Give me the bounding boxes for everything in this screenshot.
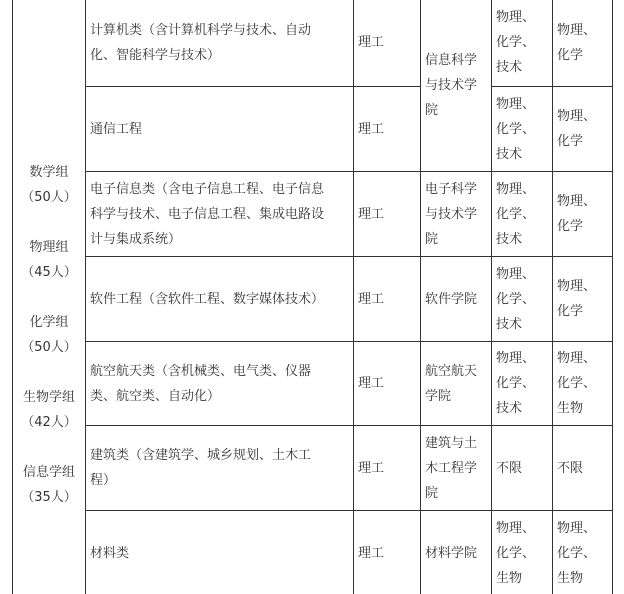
subject-text: 化学、 xyxy=(557,546,597,561)
subject-text: 化学、 xyxy=(496,291,536,307)
major-text: 计算机类（含计算机科学与技术、自动 xyxy=(90,22,312,38)
subject-text: 物理、 xyxy=(496,351,536,366)
category-cell: 理工 xyxy=(354,426,421,511)
subject-text: 物理、 xyxy=(557,279,597,294)
subject-text: 化学、 xyxy=(557,376,597,391)
college-text: 院 xyxy=(425,485,439,501)
subjects-cell xyxy=(492,87,553,172)
subject-text: 化学、 xyxy=(496,121,536,137)
college-text: 木工程学 xyxy=(425,460,478,476)
group-name: 生物学组 xyxy=(22,389,75,405)
required-subjects-cell xyxy=(553,511,613,594)
table-row xyxy=(13,342,613,426)
category-cell: 理工 xyxy=(354,257,421,342)
major-cell xyxy=(86,87,354,172)
table-row xyxy=(13,257,613,342)
major-text: 软件工程（含软件工程、数字媒体技术） xyxy=(90,291,325,307)
group-count: （42人） xyxy=(21,414,77,430)
category-cell: 理工 xyxy=(354,342,421,426)
group-name: 物理组 xyxy=(29,239,69,255)
subjects-cell xyxy=(492,257,553,342)
table-row xyxy=(13,426,613,511)
table-row xyxy=(13,511,613,594)
subject-text: 化学、 xyxy=(496,376,536,391)
major-cell xyxy=(86,172,354,257)
subject-text: 技术 xyxy=(496,60,523,75)
college-cell xyxy=(421,426,492,511)
subject-text: 技术 xyxy=(496,316,523,332)
college-text: 信息科学 xyxy=(425,52,478,68)
major-text: 科学与技术、电子信息工程、集成电路设 xyxy=(90,206,325,222)
subject-text: 化学、 xyxy=(496,206,536,222)
subject-text: 物理、 xyxy=(496,96,536,112)
admission-table xyxy=(12,0,613,594)
category-cell: 理工 xyxy=(354,172,421,257)
subject-text: 不限 xyxy=(496,460,523,476)
subject-text: 物理、 xyxy=(557,351,597,366)
major-text: 建筑类（含建筑学、城乡规划、土木工 xyxy=(90,448,312,463)
college-cell xyxy=(421,257,492,342)
subject-text: 化学、 xyxy=(496,35,536,50)
subject-text: 物理、 xyxy=(496,10,536,25)
subject-text: 生物 xyxy=(496,571,523,586)
subject-text: 化学、 xyxy=(496,546,536,561)
subject-text: 化学 xyxy=(557,47,584,63)
required-subjects-cell xyxy=(553,0,613,87)
required-subjects-cell xyxy=(553,257,613,342)
college-cell xyxy=(421,0,492,172)
subject-text: 不限 xyxy=(557,460,584,476)
group-count: （35人） xyxy=(21,489,77,505)
subject-text: 化学 xyxy=(557,304,584,319)
subject-text: 物理、 xyxy=(557,194,597,209)
subjects-cell xyxy=(492,342,553,426)
group-name: 数学组 xyxy=(29,164,69,180)
subject-text: 生物 xyxy=(557,401,584,416)
major-text: 程） xyxy=(90,473,117,488)
category-cell: 理工 xyxy=(354,0,421,87)
group-quota-cell xyxy=(13,0,86,594)
required-subjects-cell xyxy=(553,342,613,426)
major-text: 航空航天类（含机械类、电气类、仪器 xyxy=(90,363,312,379)
subject-text: 物理、 xyxy=(557,521,597,536)
subject-text: 化学 xyxy=(557,219,584,234)
major-cell xyxy=(86,511,354,594)
major-text: 材料类 xyxy=(90,546,130,561)
required-subjects-cell xyxy=(553,87,613,172)
table-row xyxy=(13,0,613,87)
table-row xyxy=(13,172,613,257)
subjects-cell xyxy=(492,511,553,594)
required-subjects-cell xyxy=(553,426,613,511)
group-count: （45人） xyxy=(21,264,77,280)
major-text: 电子信息类（含电子信息工程、电子信息 xyxy=(90,181,325,197)
group-count: （50人） xyxy=(21,189,77,205)
subject-text: 物理、 xyxy=(557,22,597,38)
subject-text: 技术 xyxy=(496,401,523,416)
college-text: 材料学院 xyxy=(425,546,478,561)
table-row xyxy=(13,87,613,172)
subject-text: 物理、 xyxy=(496,266,536,282)
major-cell xyxy=(86,0,354,87)
college-text: 学院 xyxy=(425,388,452,404)
subject-text: 生物 xyxy=(557,571,584,586)
college-text: 院 xyxy=(425,102,439,118)
group-name: 化学组 xyxy=(29,314,69,330)
college-text: 院 xyxy=(425,231,439,247)
subject-text: 化学 xyxy=(557,134,584,149)
subject-text: 物理、 xyxy=(496,521,536,536)
major-text: 通信工程 xyxy=(90,121,143,137)
subjects-cell xyxy=(492,426,553,511)
college-cell xyxy=(421,172,492,257)
category-cell: 理工 xyxy=(354,511,421,594)
subject-text: 技术 xyxy=(496,231,523,247)
college-text: 与技术学 xyxy=(425,206,478,222)
subject-text: 物理、 xyxy=(496,181,536,197)
group-name: 信息学组 xyxy=(22,464,75,480)
subject-text: 物理、 xyxy=(557,109,597,124)
major-cell xyxy=(86,342,354,426)
major-text: 类、航空类、自动化） xyxy=(90,388,221,404)
major-text: 计与集成系统） xyxy=(90,231,182,247)
subject-text: 技术 xyxy=(496,146,523,162)
major-cell xyxy=(86,426,354,511)
required-subjects-cell xyxy=(553,172,613,257)
college-cell xyxy=(421,511,492,594)
subjects-cell xyxy=(492,172,553,257)
college-cell xyxy=(421,342,492,426)
college-text: 与技术学 xyxy=(425,77,478,93)
college-text: 电子科学 xyxy=(425,181,478,197)
major-cell xyxy=(86,257,354,342)
college-text: 软件学院 xyxy=(425,291,478,307)
category-cell: 理工 xyxy=(354,87,421,172)
college-text: 建筑与土 xyxy=(425,435,478,451)
subjects-cell xyxy=(492,0,553,87)
group-count: （50人） xyxy=(21,339,77,355)
college-text: 航空航天 xyxy=(425,363,478,379)
major-text: 化、智能科学与技术） xyxy=(90,47,221,63)
